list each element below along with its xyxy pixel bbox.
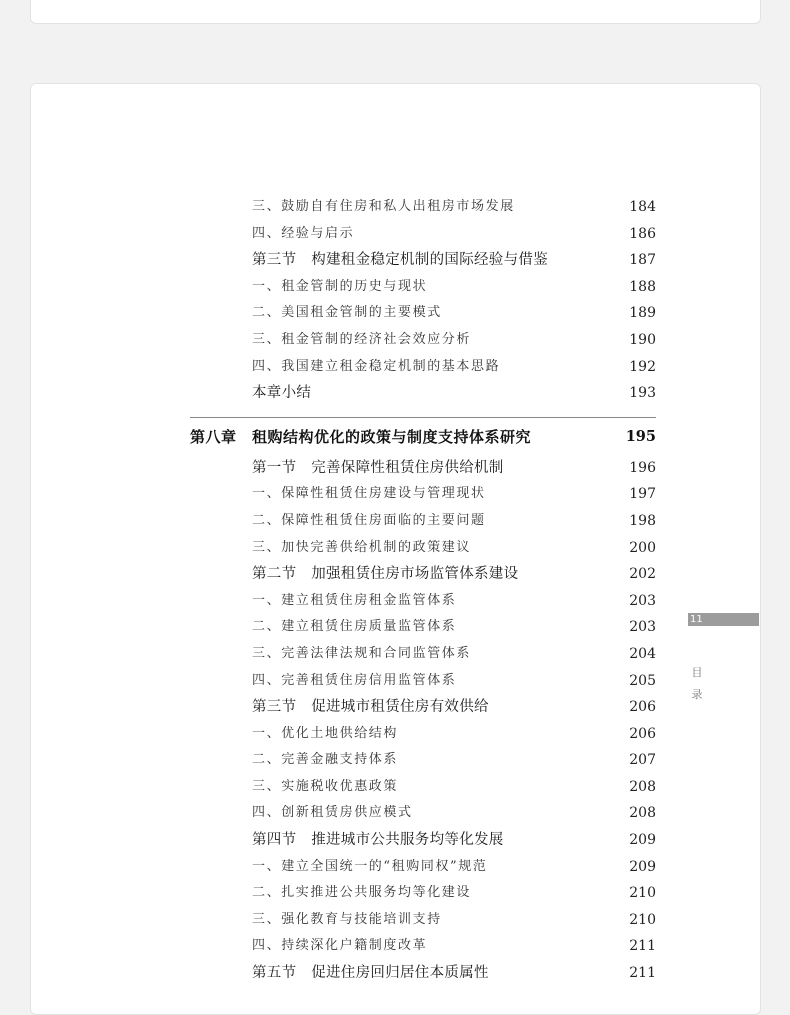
toc-section-entry[interactable]	[190, 694, 656, 721]
toc-entry-title: 四、我国建立租金稳定机制的基本思路	[252, 358, 501, 374]
toc-entry-title: 三、鼓励自有住房和私人出租房市场发展	[252, 199, 515, 214]
toc-entry-title: 三、实施税收优惠政策	[252, 778, 399, 794]
toc-entry-page-number: 209	[629, 858, 656, 875]
chapter-label: 第八章	[190, 427, 237, 446]
toc-item-entry[interactable]	[190, 508, 656, 535]
toc-entry-page-number: 200	[629, 539, 656, 556]
toc-entry-page-number: 207	[629, 752, 656, 769]
toc-item-entry[interactable]	[190, 354, 656, 381]
toc-entry-page-number: 206	[629, 699, 656, 716]
previous-page-edge	[30, 0, 761, 24]
toc-entry-title: 一、租金管制的历史与现状	[252, 278, 428, 294]
toc-entry-page-number: 203	[629, 619, 656, 636]
toc-entry-page-number: 211	[629, 938, 656, 955]
toc-entries-after-chapter	[190, 455, 656, 987]
toc-item-entry[interactable]	[190, 535, 656, 562]
toc-entry-page-number: 193	[629, 385, 656, 402]
toc-entry-page-number: 209	[629, 832, 656, 849]
toc-section-entry[interactable]	[190, 561, 656, 588]
toc-entry-title: 三、完善法律法规和合同监管体系	[252, 645, 472, 661]
toc-item-entry[interactable]	[190, 854, 656, 881]
toc-item-entry[interactable]	[190, 300, 656, 327]
toc-section-entry[interactable]	[190, 455, 656, 482]
toc-entry-title: 本章小结	[252, 385, 312, 402]
toc-entry-title: 一、建立租赁住房租金监管体系	[252, 592, 457, 608]
toc-section-entry[interactable]	[190, 380, 656, 407]
toc-entry-title: 一、建立全国统一的“租购同权”规范	[252, 858, 488, 874]
toc-entry-title: 三、租金管制的经济社会效应分析	[252, 331, 472, 347]
toc-section-entry[interactable]	[190, 247, 656, 274]
toc-entry-page-number: 190	[629, 331, 656, 348]
toc-item-entry[interactable]	[190, 194, 656, 221]
toc-entry-title: 三、加快完善供给机制的政策建议	[252, 539, 472, 555]
toc-entry-title: 二、扎实推进公共服务均等化建设	[252, 885, 472, 901]
toc-item-entry[interactable]	[190, 588, 656, 615]
toc-chapter-heading[interactable]	[190, 417, 656, 453]
toc-entry-page-number: 188	[629, 278, 656, 295]
chapter-title: 租购结构优化的政策与制度支持体系研究	[252, 427, 532, 446]
toc-item-entry[interactable]	[190, 668, 656, 695]
side-label-char: 录	[691, 688, 703, 701]
toc-item-entry[interactable]	[190, 774, 656, 801]
toc-entry-title: 二、建立租赁住房质量监管体系	[252, 619, 457, 635]
side-label-char: 目	[691, 666, 703, 679]
toc-entry-page-number: 210	[629, 885, 656, 902]
toc-item-entry[interactable]	[190, 274, 656, 301]
toc-entry-page-number: 208	[629, 805, 656, 822]
toc-entry-page-number: 204	[629, 645, 656, 662]
section-side-label	[690, 662, 704, 706]
table-of-contents	[190, 194, 656, 987]
toc-entry-page-number: 211	[629, 965, 656, 982]
toc-entry-title: 四、完善租赁住房信用监管体系	[252, 672, 457, 688]
toc-entry-title: 第三节 促进城市租赁住房有效供给	[252, 699, 489, 716]
toc-entry-page-number: 206	[629, 725, 656, 742]
toc-entry-page-number: 202	[629, 566, 656, 583]
toc-entry-page-number: 208	[629, 778, 656, 795]
toc-entry-title: 第五节 促进住房回归居住本质属性	[252, 965, 489, 982]
toc-item-entry[interactable]	[190, 327, 656, 354]
toc-entry-title: 四、创新租赁房供应模式	[252, 805, 413, 821]
page-number-tab	[688, 613, 759, 626]
toc-entry-page-number: 203	[629, 592, 656, 609]
toc-entry-title: 第三节 构建租金稳定机制的国际经验与借鉴	[252, 252, 548, 269]
toc-item-entry[interactable]	[190, 721, 656, 748]
toc-item-entry[interactable]	[190, 614, 656, 641]
toc-entry-title: 第四节 推进城市公共服务均等化发展	[252, 832, 504, 849]
page-number: 11	[690, 614, 703, 625]
toc-entry-title: 二、美国租金管制的主要模式	[252, 305, 442, 321]
chapter-page-number: 195	[625, 427, 656, 445]
toc-entry-title: 二、完善金融支持体系	[252, 752, 399, 768]
toc-item-entry[interactable]	[190, 907, 656, 934]
toc-item-entry[interactable]	[190, 880, 656, 907]
toc-entry-page-number: 196	[629, 459, 656, 476]
toc-entry-title: 一、优化土地供给结构	[252, 725, 399, 741]
toc-item-entry[interactable]	[190, 933, 656, 960]
toc-section-entry[interactable]	[190, 827, 656, 854]
toc-item-entry[interactable]	[190, 641, 656, 668]
toc-entry-page-number: 197	[629, 486, 656, 503]
toc-section-entry[interactable]	[190, 960, 656, 987]
toc-entry-title: 第二节 加强租赁住房市场监管体系建设	[252, 566, 519, 583]
toc-entry-page-number: 186	[629, 225, 656, 242]
toc-entry-page-number: 198	[629, 512, 656, 529]
toc-item-entry[interactable]	[190, 747, 656, 774]
toc-entries-before-chapter	[190, 194, 656, 407]
toc-entry-page-number: 187	[629, 252, 656, 269]
toc-entry-title: 第一节 完善保障性租赁住房供给机制	[252, 459, 504, 476]
toc-entry-page-number: 192	[629, 358, 656, 375]
toc-entry-title: 一、保障性租赁住房建设与管理现状	[252, 486, 486, 502]
toc-entry-page-number: 205	[629, 672, 656, 689]
toc-entry-page-number: 189	[629, 305, 656, 322]
toc-entry-title: 四、持续深化户籍制度改革	[252, 938, 428, 954]
toc-item-entry[interactable]	[190, 221, 656, 248]
toc-item-entry[interactable]	[190, 800, 656, 827]
toc-entry-title: 二、保障性租赁住房面临的主要问题	[252, 512, 486, 528]
toc-entry-title: 三、强化教育与技能培训支持	[252, 911, 442, 927]
toc-entry-page-number: 184	[629, 199, 656, 215]
toc-entry-title: 四、经验与启示	[252, 225, 355, 241]
toc-entry-page-number: 210	[629, 911, 656, 928]
toc-item-entry[interactable]	[190, 481, 656, 508]
